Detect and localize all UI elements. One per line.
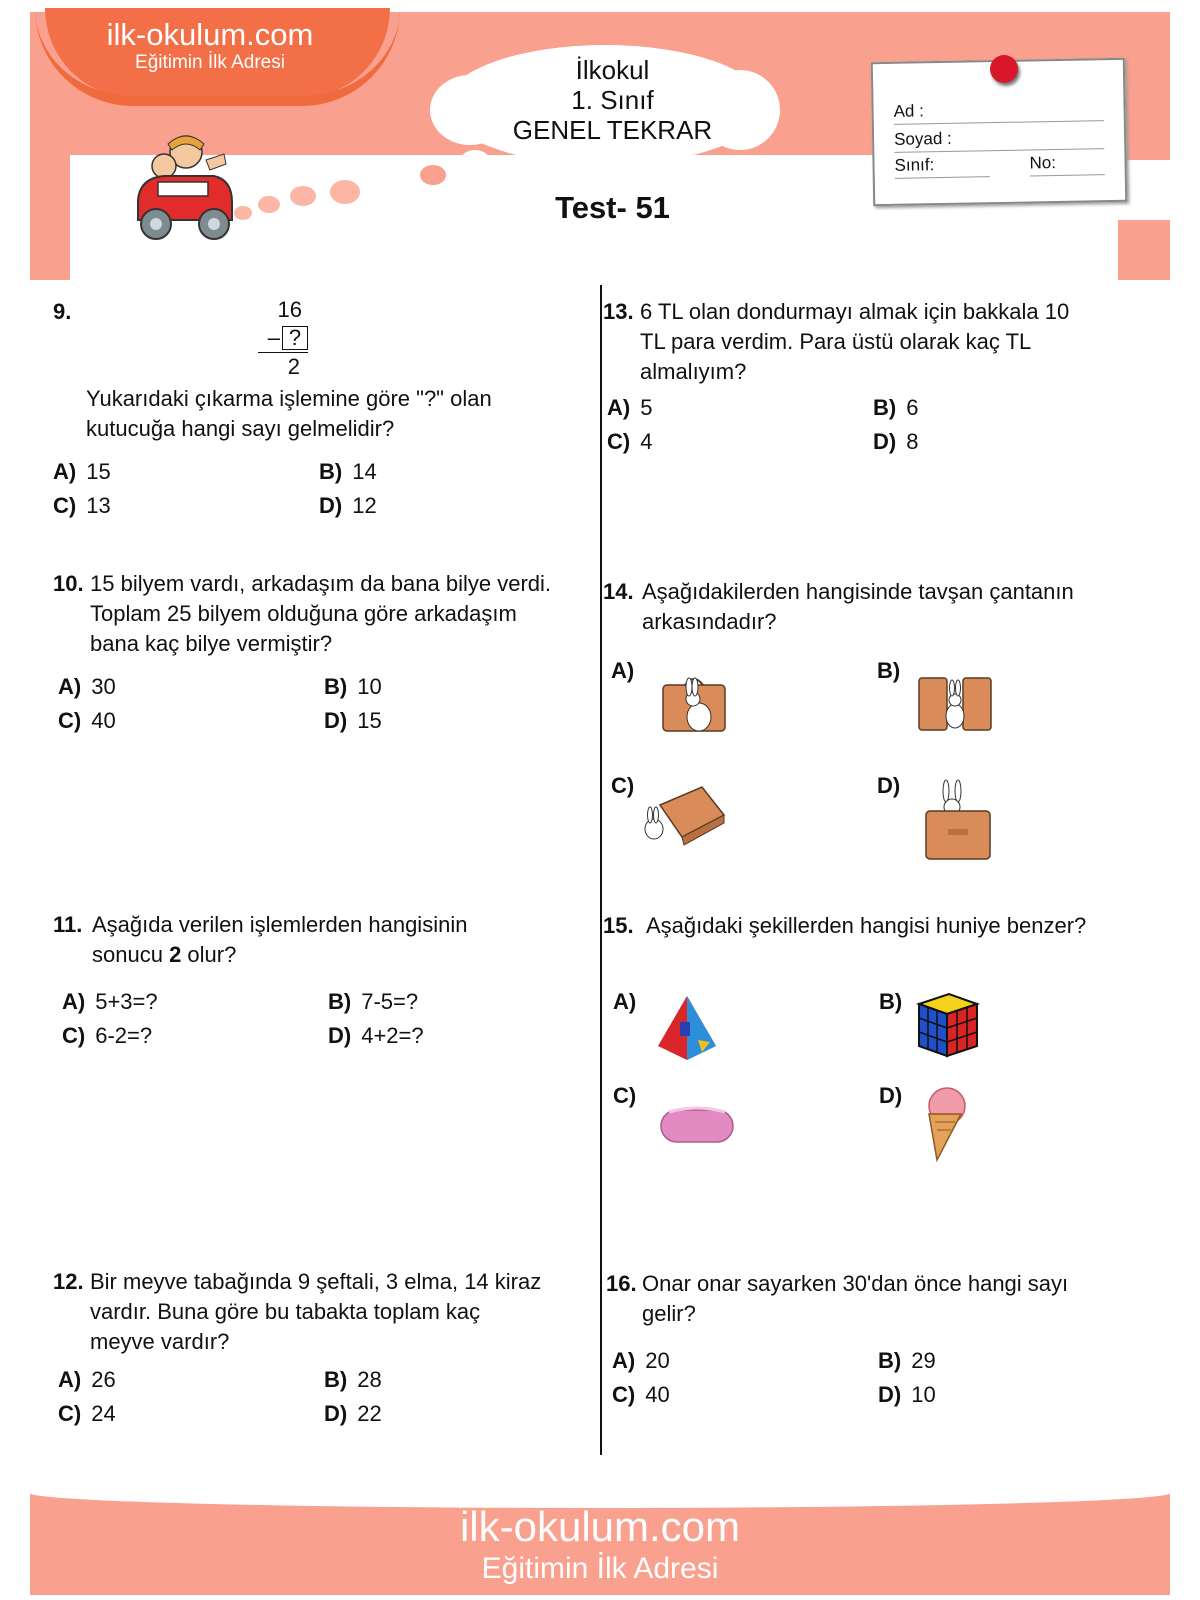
question-text-line: TL para verdim. Para üstü olarak kaç TL bbox=[640, 329, 1032, 354]
cloud-bubble bbox=[330, 180, 360, 204]
question-text-line: almalıyım? bbox=[640, 359, 747, 384]
option-b[interactable]: B) 14 bbox=[319, 459, 377, 484]
cloud-bubble bbox=[258, 196, 280, 213]
pencil-case-icon bbox=[655, 1100, 740, 1150]
option-a[interactable]: A) bbox=[613, 989, 637, 1014]
question-text-line: bana kaç bilye vermiştir? bbox=[90, 631, 333, 656]
question-text-line: Onar onar sayarken 30'dan önce hangi sayı bbox=[642, 1271, 1069, 1296]
option-d[interactable]: D) bbox=[877, 773, 901, 798]
push-pin-icon bbox=[990, 55, 1018, 83]
pyramid-puzzle-icon bbox=[652, 992, 722, 1064]
question-text-line: kutucuğa hangi sayı gelmelidir? bbox=[86, 416, 395, 441]
title-subject: GENEL TEKRAR bbox=[512, 115, 713, 145]
question-text-line: gelir? bbox=[642, 1301, 696, 1326]
option-c[interactable]: C) bbox=[613, 1083, 637, 1108]
option-d[interactable]: D) 10 bbox=[878, 1382, 936, 1407]
rabbit-beside-bag-icon bbox=[640, 775, 730, 850]
field-class[interactable]: Sınıf: bbox=[894, 152, 989, 179]
page-title bbox=[490, 55, 735, 145]
question-text-line: Yukarıdaki çıkarma işlemine göre "?" olan bbox=[86, 386, 492, 411]
option-a[interactable]: A) 5 bbox=[607, 395, 653, 420]
logo-main-text: ilk-okulum.com bbox=[106, 17, 314, 52]
subtraction-problem bbox=[258, 296, 308, 381]
cloud-bubble bbox=[290, 186, 316, 206]
footer-site-name: ilk-okulum.com bbox=[459, 1503, 741, 1550]
option-a[interactable]: A) bbox=[611, 658, 635, 683]
option-b[interactable]: B) 7-5=? bbox=[328, 989, 419, 1014]
option-d[interactable]: D) 4+2=? bbox=[328, 1023, 424, 1048]
option-a[interactable]: A) 26 bbox=[58, 1367, 116, 1392]
question-text bbox=[86, 384, 492, 444]
question-number: 10. bbox=[53, 571, 84, 596]
ice-cream-cone-icon bbox=[915, 1084, 975, 1162]
option-c[interactable]: C) 6-2=? bbox=[62, 1023, 153, 1048]
option-a[interactable]: A) 30 bbox=[58, 674, 116, 699]
field-number[interactable]: No: bbox=[1029, 150, 1104, 176]
question-text bbox=[92, 910, 467, 970]
question-text-line: arkasındadır? bbox=[642, 609, 777, 634]
question-text-line: 6 TL olan dondurmayı almak için bakkala 10 bbox=[640, 299, 1070, 324]
option-d[interactable]: D) 22 bbox=[324, 1401, 382, 1426]
minuend: 16 bbox=[277, 297, 302, 322]
title-grade: 1. Sınıf bbox=[571, 85, 654, 115]
option-b[interactable]: B) 6 bbox=[873, 395, 919, 420]
subtrahend-row bbox=[258, 324, 308, 353]
cloud-bubble bbox=[460, 150, 490, 172]
question-text-line: 15 bilyem vardı, arkadaşım da bana bilye verdi. bbox=[90, 571, 552, 596]
option-b[interactable]: B) 29 bbox=[878, 1348, 936, 1373]
question-text-line: meyve vardır? bbox=[90, 1329, 230, 1354]
option-c[interactable]: C) 4 bbox=[607, 429, 653, 454]
question-text bbox=[642, 1269, 1068, 1329]
difference: 2 bbox=[287, 354, 300, 379]
option-d[interactable]: D) bbox=[879, 1083, 903, 1108]
option-b[interactable]: B) 28 bbox=[324, 1367, 382, 1392]
question-text-line: Aşağıdaki şekillerden hangisi huniye benzer? bbox=[646, 913, 1087, 938]
option-d[interactable]: D) 12 bbox=[319, 493, 377, 518]
option-c[interactable]: C) 40 bbox=[58, 708, 116, 733]
question-number: 12. bbox=[53, 1269, 84, 1294]
rabbit-between-bags-icon bbox=[915, 660, 995, 735]
question-text-line: sonucu 2 olur? bbox=[92, 942, 237, 967]
logo-sub-text: Eğitimin İlk Adresi bbox=[135, 52, 285, 73]
field-surname[interactable]: Soyad : bbox=[894, 124, 1104, 153]
option-a[interactable]: A) 5+3=? bbox=[62, 989, 158, 1014]
rubiks-cube-icon bbox=[913, 990, 983, 1060]
question-text-line: Bir meyve tabağında 9 şeftali, 3 elma, 14 kiraz bbox=[90, 1269, 542, 1294]
option-c[interactable]: C) 24 bbox=[58, 1401, 116, 1426]
question-text bbox=[646, 911, 1086, 941]
option-c[interactable]: C) 13 bbox=[53, 493, 111, 518]
question-text-line: Aşağıdakilerden hangisinde tavşan çantanın bbox=[642, 579, 1074, 604]
rabbit-behind-bag-icon bbox=[918, 777, 998, 865]
option-b[interactable]: B) bbox=[877, 658, 901, 683]
question-number: 13. bbox=[603, 299, 634, 324]
question-text bbox=[640, 297, 1069, 387]
question-number: 11. bbox=[53, 912, 83, 937]
title-school-level: İlkokul bbox=[575, 55, 650, 85]
option-d[interactable]: D) 8 bbox=[873, 429, 919, 454]
question-number: 9. bbox=[53, 299, 72, 324]
question-text-line: Toplam 25 bilyem olduğuna göre arkadaşım bbox=[90, 601, 517, 626]
question-number: 15. bbox=[603, 913, 634, 938]
rabbit-front-of-bag-icon bbox=[655, 665, 735, 740]
question-text-line: vardır. Buna göre bu tabakta toplam kaç bbox=[90, 1299, 481, 1324]
answer-box: ? bbox=[282, 326, 308, 350]
question-number: 16. bbox=[606, 1271, 637, 1296]
option-c[interactable]: C) bbox=[611, 773, 635, 798]
question-text bbox=[90, 1267, 541, 1357]
test-number: Test- 51 bbox=[555, 190, 670, 225]
column-divider bbox=[600, 285, 602, 1455]
question-number: 14. bbox=[603, 579, 634, 604]
minus-sign: – bbox=[267, 325, 280, 350]
field-name[interactable]: Ad : bbox=[893, 96, 1103, 125]
option-b[interactable]: B) bbox=[879, 989, 903, 1014]
car-cartoon-icon bbox=[128, 130, 240, 250]
logo-text bbox=[55, 18, 365, 74]
option-d[interactable]: D) 15 bbox=[324, 708, 382, 733]
question-text bbox=[642, 577, 1074, 637]
option-a[interactable]: A) 15 bbox=[53, 459, 111, 484]
question-text-line: Aşağıda verilen işlemlerden hangisinin bbox=[92, 912, 468, 937]
option-a[interactable]: A) 20 bbox=[612, 1348, 670, 1373]
option-b[interactable]: B) 10 bbox=[324, 674, 382, 699]
question-text bbox=[90, 569, 551, 659]
cloud-bubble bbox=[420, 165, 446, 185]
option-c[interactable]: C) 40 bbox=[612, 1382, 670, 1407]
footer-slogan: Eğitimin İlk Adresi bbox=[481, 1552, 719, 1585]
